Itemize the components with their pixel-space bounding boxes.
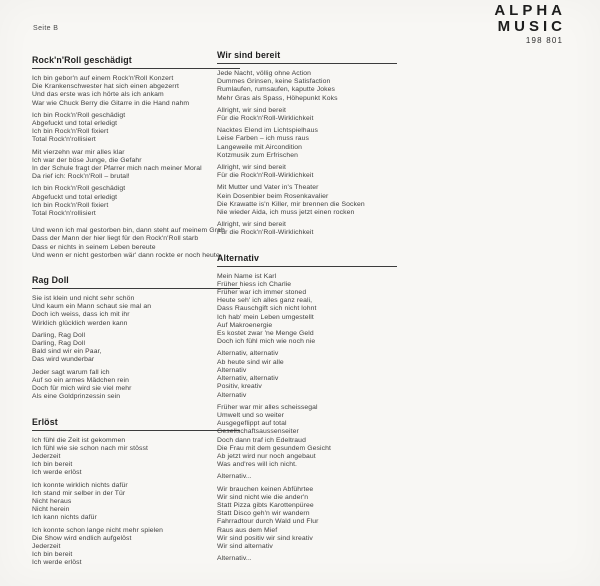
lyric-line: Dummes Grinsen, keine Satisfaction xyxy=(217,78,331,86)
lyric-line: Ab heute sind wir alle xyxy=(217,358,284,366)
song-title: Wir sind bereit xyxy=(217,50,397,64)
lyric-line: Für die Rock'n'Roll-Wirklichkeit xyxy=(217,172,314,180)
lyric-line: Positiv, kreativ xyxy=(217,383,262,391)
lyric-line: Ich bin Rock'n'Roll fixiert xyxy=(32,128,109,136)
stanza xyxy=(217,221,397,237)
lyric-line: Ich werde erlöst xyxy=(32,559,82,567)
song-wir-sind-bereit xyxy=(217,50,397,238)
lyrics-column-right xyxy=(217,50,397,563)
record-label-name-line1: ALPHA xyxy=(494,2,566,19)
lyric-line: Die Frau mit dem gesundem Gesicht xyxy=(217,444,331,452)
lyric-line: Auf Makroenergie xyxy=(217,321,273,329)
lyric-line: Darling, Rag Doll xyxy=(32,340,86,348)
lyric-line: Ich war der böse Junge, die Gefahr xyxy=(32,156,142,164)
lyric-line: Ich bin bereit xyxy=(32,551,73,559)
stanza xyxy=(217,70,397,103)
lyric-line: Nie wieder Aida, ich muss jetzt einen rocken xyxy=(217,209,355,217)
stanza xyxy=(217,473,397,481)
lyric-line: Die Krankenschwester hat sich einen abgezerrt xyxy=(32,83,179,91)
lyric-line: Langeweile mit Aircondition xyxy=(217,143,303,151)
lyric-line: Und das erste was ich hörte als ich ankam xyxy=(32,91,164,99)
lyric-line: Da rief ich: Rock'n'Roll – brutal! xyxy=(32,173,130,181)
lyric-line: Wirklich glücklich werden kann xyxy=(32,319,128,327)
stanza xyxy=(217,107,397,123)
lyric-line: Jederzeit xyxy=(32,542,61,550)
stanza xyxy=(217,273,397,347)
lyric-line: Bald sind wir ein Paar, xyxy=(32,348,102,356)
lyric-line: Abgefuckt und total erledigt xyxy=(32,120,118,128)
lyric-line: Gesellschaftsaussenseiter xyxy=(217,428,299,436)
lyric-line: Fahrradtour durch Wald und Flur xyxy=(217,518,319,526)
song-rag-doll xyxy=(32,275,240,401)
lyric-line: Doch ich fühl mich wie noch nie xyxy=(217,338,316,346)
lyric-line: Umwelt und so weiter xyxy=(217,411,284,419)
side-label: Seite B xyxy=(33,25,59,32)
lyric-line: Rumlaufen, rumsaufen, kaputte Jokes xyxy=(217,86,335,94)
stanza xyxy=(217,127,397,160)
lyric-line: Doch ich weiss, dass ich mit ihr xyxy=(32,311,130,319)
lyric-line: Und wenn ich mal gestorben bin, dann steht auf meinem Grab xyxy=(32,227,225,235)
lyric-line: Nicht herein xyxy=(32,506,70,514)
lyric-line: Es kostet zwar 'ne Menge Geld xyxy=(217,330,314,338)
lyric-line: Früher war mir alles scheissegal xyxy=(217,403,318,411)
lyric-line: Statt Pizza gibts Karottenpüree xyxy=(217,501,314,509)
stanza xyxy=(32,369,240,402)
lyric-line: Das wird wunderbar xyxy=(32,356,95,364)
record-label-block xyxy=(494,2,566,45)
lyric-line: Ich fühl wie sie schon nach mir stösst xyxy=(32,444,148,452)
lyric-line: Alternativ, alternativ xyxy=(217,350,279,358)
lyric-line: Dass er nichts in seinem Leben bereute xyxy=(32,243,156,251)
lyric-line: Darling, Rag Doll xyxy=(32,331,86,339)
stanza xyxy=(32,112,240,145)
lyric-line: Alternativ... xyxy=(217,555,252,563)
stanza xyxy=(217,184,397,217)
lyric-line: War wie Chuck Berry die Gitarre in die Hand nahm xyxy=(32,99,190,107)
lyric-line: Allright, wir sind bereit xyxy=(217,221,286,229)
stanza xyxy=(32,75,240,108)
lyric-line: Abgefuckt und total erledigt xyxy=(32,193,118,201)
lyric-line: Kotzmusik zum Erfrischen xyxy=(217,151,298,159)
lyric-line: Mein Name ist Karl xyxy=(217,272,277,280)
stanza xyxy=(217,164,397,180)
song-title: Erlöst xyxy=(32,417,240,431)
lyric-line: Als eine Goldprinzessin sein xyxy=(32,393,121,401)
stanza xyxy=(32,295,240,328)
song-rock-n-roll-geschadigt xyxy=(32,55,240,260)
lyric-line: Jede Nacht, völlig ohne Action xyxy=(217,70,312,77)
lyric-line: Jederzeit xyxy=(32,452,61,460)
lyric-line: Mehr Gras als Spass, Höhepunkt Koks xyxy=(217,94,338,102)
lyric-line: Wir sind positiv wir sind kreativ xyxy=(217,534,313,542)
stanza xyxy=(32,332,240,365)
stanza xyxy=(217,404,397,470)
stanza xyxy=(32,185,240,218)
record-label-name-line2: MUSIC xyxy=(497,17,566,35)
lyric-line: Wir sind nicht wie die ander'n xyxy=(217,493,309,501)
lyric-line: Die Show wird endlich aufgelöst xyxy=(32,534,132,542)
lyric-line: Ich werde erlöst xyxy=(32,469,82,477)
lyric-line: Kein Dosenbier beim Rosenkavalier xyxy=(217,192,329,200)
lyric-line: Nacktes Elend im Lichtspielhaus xyxy=(217,127,318,135)
lyric-line: Ausgegeflippt auf total xyxy=(217,420,287,428)
lyric-line: Früher hiess ich Charlie xyxy=(217,280,292,288)
lyric-line: Auf so ein armes Mädchen rein xyxy=(32,376,129,384)
lyric-line: Was and'res will ich nicht. xyxy=(217,461,298,469)
lyric-line: Wir sind alternativ xyxy=(217,542,273,550)
lyric-line: Mit vierzehn war mir alles klar xyxy=(32,148,125,156)
lyric-line: Dass Rauschgift sich nicht lohnt xyxy=(217,305,317,313)
lyric-line: Ich stand mir selber in der Tür xyxy=(32,489,126,497)
lyric-line: Leise Farben – ich muss raus xyxy=(217,135,309,143)
song-title: Rag Doll xyxy=(32,275,240,289)
stanza xyxy=(32,149,240,182)
lyric-line: Sie ist klein und nicht sehr schön xyxy=(32,295,135,303)
lyric-line: Ich bin gebor'n auf einem Rock'n'Roll Konzert xyxy=(32,75,174,82)
lyric-line: Alternativ... xyxy=(217,473,252,481)
lyric-line: Die Krawatte is'n Killer, mir brennen die Socken xyxy=(217,200,365,208)
lyric-line: Total Rock'n'rollisiert xyxy=(32,136,96,144)
lyric-line: Alternativ xyxy=(217,391,247,399)
lyric-line: Ab jetzt wird nur noch angebaut xyxy=(217,452,316,460)
lyric-line: Ich bin Rock'n'Roll geschädigt xyxy=(32,111,126,119)
stanza xyxy=(32,227,240,260)
lyric-line: Ich konnte wirklich nichts dafür xyxy=(32,481,128,489)
song-title: Alternativ xyxy=(217,253,397,267)
lyric-line: Statt Disco geh'n wir wandern xyxy=(217,510,310,518)
lyric-line: Alternativ, alternativ xyxy=(217,375,279,383)
lyric-line: Ich kann nichts dafür xyxy=(32,514,97,522)
stanza xyxy=(217,350,397,399)
song-alternativ xyxy=(217,253,397,564)
lyric-line: Heute seh' ich alles ganz reali, xyxy=(217,297,313,305)
lyric-line: Und wenn er nicht gestorben wär' dann rockte er noch heute xyxy=(32,251,220,259)
lyric-line: Allright, wir sind bereit xyxy=(217,106,286,114)
lyric-line: Mit Mutter und Vater in's Theater xyxy=(217,184,319,192)
lyric-line: Raus aus dem Mief xyxy=(217,526,278,534)
lyric-line: Früher war ich immer stoned xyxy=(217,289,307,297)
lyric-line: Doch dann traf ich Edeltraud xyxy=(217,436,306,444)
stanza xyxy=(32,527,240,568)
lyric-line: Und kaum ein Mann schaut sie mal an xyxy=(32,303,152,311)
lyric-line: In der Schule fragt der Pfarrer mich nach meiner Moral xyxy=(32,165,202,173)
lyric-line: Jeder sagt warum fall ich xyxy=(32,368,110,376)
lyric-line: Doch für mich wird sie viel mehr xyxy=(32,385,132,393)
lyric-line: Ich bin Rock'n'Roll geschädigt xyxy=(32,185,126,193)
lyrics-column-left xyxy=(32,55,240,568)
catalog-number: 198 801 xyxy=(525,36,564,45)
stanza xyxy=(32,482,240,523)
lyric-line: Alternativ xyxy=(217,366,247,374)
lyric-line: Ich bin bereit xyxy=(32,461,73,469)
lyric-line: Wir brauchen keinen Abführtee xyxy=(217,485,314,493)
stanza xyxy=(32,437,240,478)
lyric-line: Allright, wir sind bereit xyxy=(217,164,286,172)
song-title: Rock'n'Roll geschädigt xyxy=(32,55,240,69)
lyric-line: Ich fühl die Zeit ist gekommen xyxy=(32,436,126,444)
song-erlost xyxy=(32,417,240,568)
lyric-line: Ich konnte schon lange nicht mehr spielen xyxy=(32,526,164,534)
lyric-line: Dass der Mann der hier liegt für den Rock'n'Roll starb xyxy=(32,235,199,243)
stanza xyxy=(217,555,397,563)
lyric-line: Für die Rock'n'Roll-Wirklichkeit xyxy=(217,229,314,237)
stanza xyxy=(217,486,397,552)
lyric-line: Ich bin Rock'n'Roll fixiert xyxy=(32,201,109,209)
lyric-line: Für die Rock'n'Roll-Wirklichkeit xyxy=(217,115,314,123)
lyric-line: Ich hab' mein Leben umgestellt xyxy=(217,313,314,321)
lyric-line: Total Rock'n'rollisiert xyxy=(32,210,96,218)
lyric-line: Nicht heraus xyxy=(32,497,72,505)
